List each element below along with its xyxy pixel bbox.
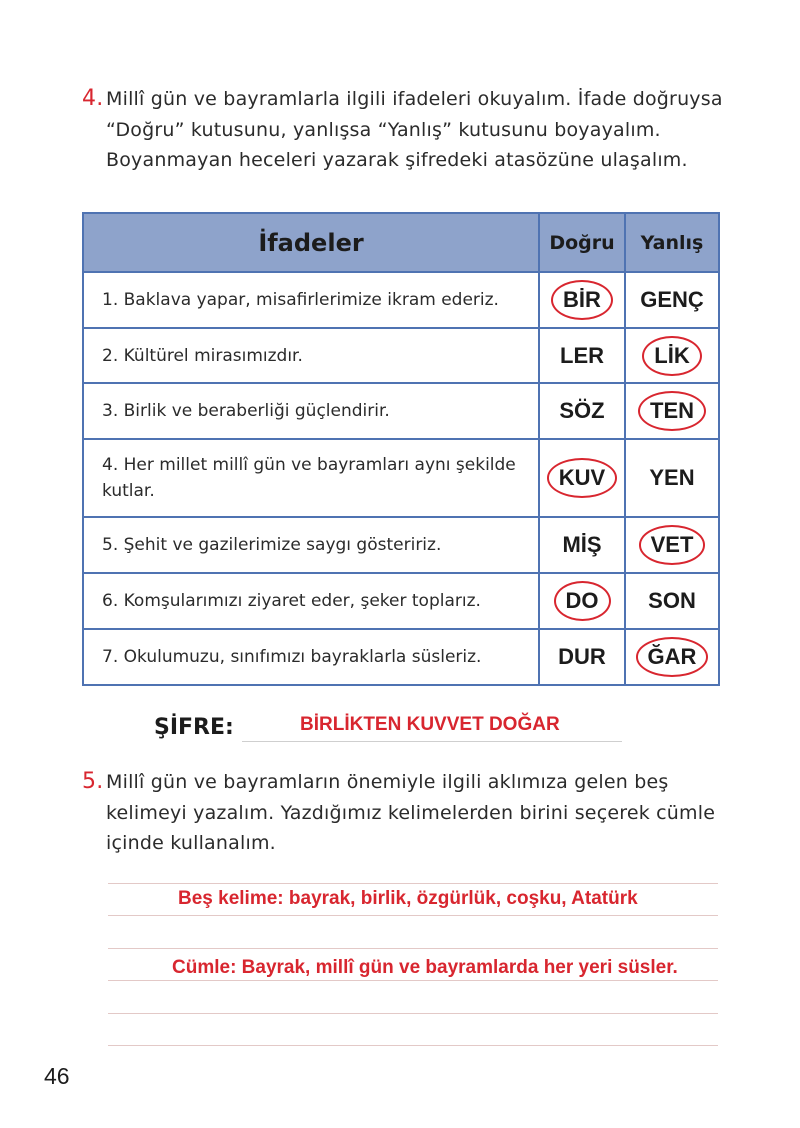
writing-line	[108, 1045, 718, 1046]
sifre-writing-line	[242, 741, 622, 742]
header-ifadeler: İfadeler	[83, 213, 539, 272]
sifre-label: ŞİFRE:	[154, 715, 234, 740]
syllable: YEN	[649, 465, 695, 490]
circled-syllable: VET	[639, 525, 706, 565]
statement-cell: 6. Komşularımızı ziyaret eder, şeker toplarız.	[83, 573, 539, 629]
yanlis-syllable-cell[interactable]	[625, 517, 719, 573]
yanlis-syllable-cell[interactable]	[625, 383, 719, 439]
question-4	[82, 84, 742, 176]
dogru-syllable-cell[interactable]	[539, 272, 625, 328]
table-row	[83, 328, 719, 383]
syllable: SÖZ	[559, 398, 605, 423]
question-text: Millî gün ve bayramların önemiyle ilgili aklımıza gelen beş kelimeyi yazalım. Yazdığımız kelimelerden birini seçerek cümle içinde kullanalım.	[106, 771, 716, 854]
sifre-answer: BİRLİKTEN KUVVET DOĞAR	[300, 714, 560, 735]
statement-cell: 4. Her millet millî gün ve bayramları aynı şekilde kutlar.	[83, 439, 539, 517]
yanlis-syllable-cell[interactable]	[625, 439, 719, 517]
header-dogru: Doğru	[539, 213, 625, 272]
table-row	[83, 517, 719, 573]
table-row	[83, 439, 719, 517]
dogru-syllable-cell[interactable]	[539, 573, 625, 629]
syllable: GENÇ	[640, 287, 704, 312]
table-row	[83, 629, 719, 685]
statement-cell: 2. Kültürel mirasımızdır.	[83, 328, 539, 383]
question-5	[82, 767, 742, 859]
answer-words: Beş kelime: bayrak, birlik, özgürlük, coşku, Atatürk	[178, 888, 638, 909]
table-row	[83, 272, 719, 328]
circled-syllable: DO	[554, 581, 611, 621]
syllable: MİŞ	[562, 532, 602, 557]
statements-table	[82, 212, 720, 686]
yanlis-syllable-cell[interactable]	[625, 573, 719, 629]
question-text: Millî gün ve bayramlarla ilgili ifadeleri okuyalım. İfade doğruysa “Doğru” kutusunu, yanlışsa “Yanlış” kutusunu boyayalım. Boyanmayan heceleri yazarak şifredeki atasözüne ulaşalım.	[106, 88, 723, 171]
statement-cell: 5. Şehit ve gazilerimize saygı gösteririz.	[83, 517, 539, 573]
dogru-syllable-cell[interactable]	[539, 383, 625, 439]
circled-syllable: TEN	[638, 391, 706, 431]
writing-line	[108, 883, 718, 884]
yanlis-syllable-cell[interactable]	[625, 328, 719, 383]
table-row	[83, 383, 719, 439]
writing-line	[108, 980, 718, 981]
circled-syllable: BİR	[551, 280, 613, 320]
question-number: 5.	[82, 769, 104, 794]
circled-syllable: ĞAR	[636, 637, 709, 677]
dogru-syllable-cell[interactable]	[539, 629, 625, 685]
statement-cell: 7. Okulumuzu, sınıfımızı bayraklarla süsleriz.	[83, 629, 539, 685]
statement-cell: 3. Birlik ve beraberliği güçlendirir.	[83, 383, 539, 439]
syllable: SON	[648, 588, 696, 613]
syllable: LER	[560, 342, 604, 368]
dogru-syllable-cell[interactable]	[539, 517, 625, 573]
circled-syllable: KUV	[547, 458, 617, 498]
dogru-syllable-cell[interactable]	[539, 328, 625, 383]
page-number: 46	[44, 1063, 70, 1089]
syllable: DUR	[558, 644, 606, 669]
statement-cell: 1. Baklava yapar, misafirlerimize ikram ederiz.	[83, 272, 539, 328]
writing-line	[108, 948, 718, 949]
answer-sentence: Cümle: Bayrak, millî gün ve bayramlarda her yeri süsler.	[172, 957, 678, 978]
header-yanlis: Yanlış	[625, 213, 719, 272]
question-number: 4.	[82, 86, 104, 111]
yanlis-syllable-cell[interactable]	[625, 272, 719, 328]
yanlis-syllable-cell[interactable]	[625, 629, 719, 685]
dogru-syllable-cell[interactable]	[539, 439, 625, 517]
table-row	[83, 573, 719, 629]
circled-syllable: LİK	[642, 336, 701, 376]
writing-line	[108, 915, 718, 916]
writing-line	[108, 1013, 718, 1014]
